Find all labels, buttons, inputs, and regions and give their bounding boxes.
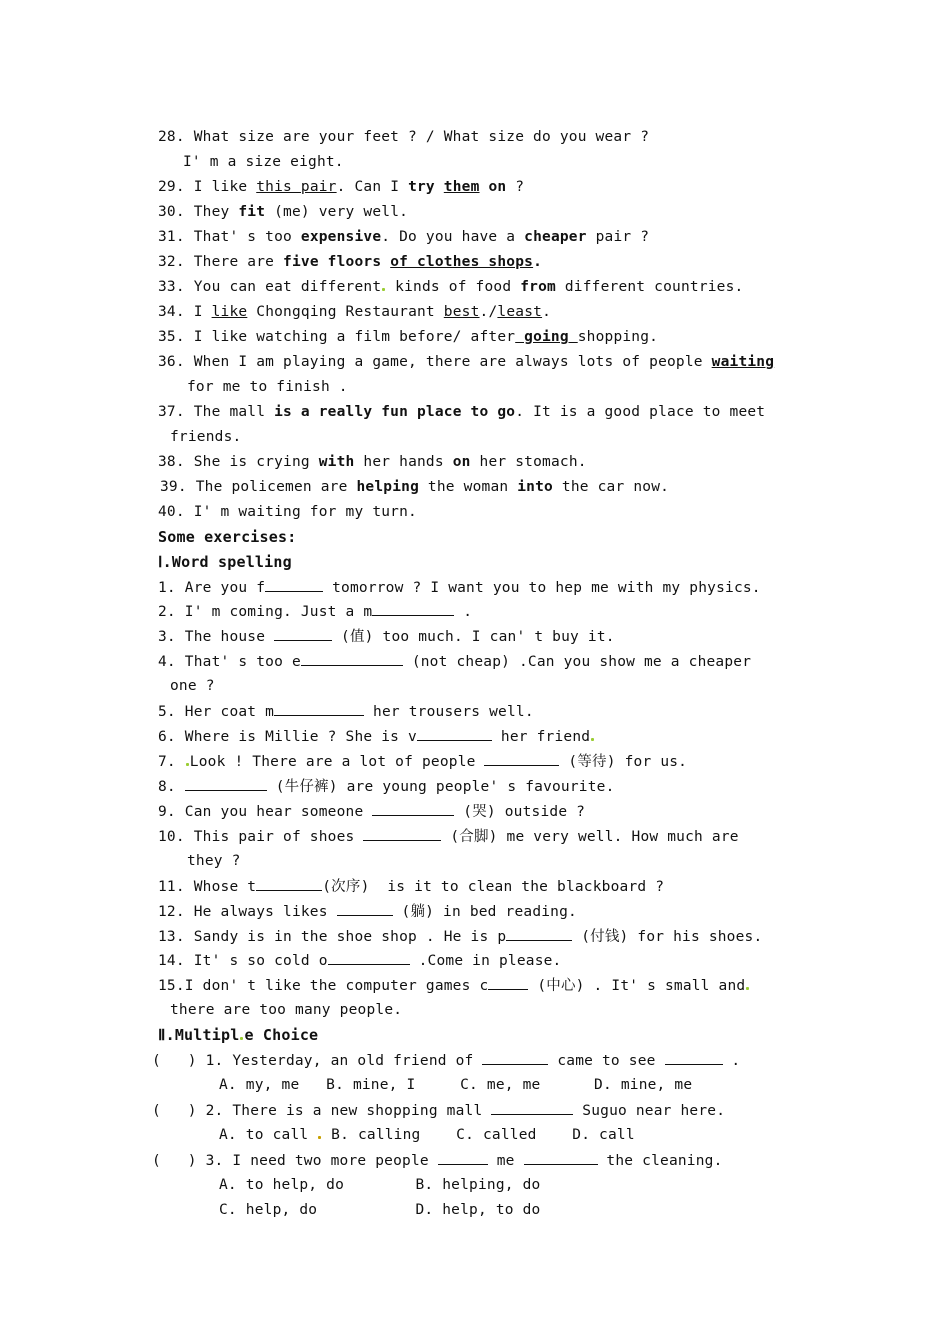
spelling-6: 6. Where is Millie ? She is v her friend	[158, 726, 595, 747]
item-38: 38. She is crying with her hands on her stomach.	[158, 454, 587, 470]
spelling-10-cont: they ?	[187, 853, 241, 869]
choice-1-options: A. my, me B. mine, I C. me, me D. mine, me	[219, 1077, 693, 1093]
choice-1: ( ) 1. Yesterday, an old friend of came to see .	[152, 1050, 740, 1071]
answer-blank[interactable]	[301, 651, 403, 666]
item-37-cont: friends.	[170, 429, 242, 445]
spelling-10: 10. This pair of shoes (合脚) me very well. How much are	[158, 826, 739, 847]
choice-3-options-2: C. help, do D. help, to do	[219, 1202, 541, 1218]
spelling-15: 15.I don' t like the computer games c (中心) . It' s small and	[158, 975, 750, 996]
spelling-7: 7. Look ! There are a lot of people (等待) for us.	[158, 751, 687, 772]
spelling-11: 11. Whose t (次序) is it to clean the blackboard ?	[158, 876, 664, 897]
item-36: 36. When I am playing a game, there are always lots of people waiting	[158, 354, 775, 370]
item-28-answer: I' m a size eight.	[183, 154, 344, 170]
item-32: 32. There are five floors of clothes shops.	[158, 254, 543, 270]
item-29: 29. I like this pair. Can I try them on ?	[158, 179, 525, 195]
spelling-15-cont: there are too many people.	[170, 1002, 403, 1018]
item-33: 33. You can eat different kinds of food from different countries.	[158, 279, 744, 295]
spelling-5: 5. Her coat m her trousers well.	[158, 701, 534, 722]
answer-blank[interactable]	[185, 776, 267, 791]
item-37: 37. The mall is a really fun place to go. It is a good place to meet	[158, 404, 766, 420]
marker-dot	[186, 763, 189, 766]
answer-blank[interactable]	[417, 726, 492, 741]
answer-blank[interactable]	[372, 601, 454, 616]
answer-blank[interactable]	[438, 1150, 488, 1165]
answer-blank[interactable]	[491, 1100, 573, 1115]
answer-blank[interactable]	[256, 876, 322, 891]
answer-blank[interactable]	[488, 975, 528, 990]
marker-dot	[746, 987, 749, 990]
marker-dot	[591, 738, 594, 741]
answer-blank[interactable]	[363, 826, 441, 841]
item-35: 35. I like watching a film before/ after going shopping.	[158, 329, 659, 345]
item-31: 31. That' s too expensive. Do you have a cheaper pair ?	[158, 229, 650, 245]
spelling-9: 9. Can you hear someone (哭) outside ?	[158, 801, 585, 822]
answer-blank[interactable]	[328, 950, 410, 965]
spelling-8: 8. (牛仔裤) are young people' s favourite.	[158, 776, 615, 797]
spelling-2: 2. I' m coming. Just a m .	[158, 601, 472, 622]
answer-blank[interactable]	[274, 626, 332, 641]
spelling-1: 1. Are you f tomorrow ? I want you to hep me with my physics.	[158, 577, 761, 598]
spelling-13: 13. Sandy is in the shoe shop . He is p (付钱) for his shoes.	[158, 926, 762, 947]
answer-blank[interactable]	[274, 701, 364, 716]
spelling-4-cont: one ?	[170, 678, 215, 694]
answer-blank[interactable]	[372, 801, 454, 816]
answer-blank[interactable]	[265, 577, 323, 592]
item-40: 40. I' m waiting for my turn.	[158, 504, 417, 520]
answer-blank[interactable]	[665, 1050, 723, 1065]
answer-blank[interactable]	[506, 926, 572, 941]
choice-3-options-1: A. to help, do B. helping, do	[219, 1177, 541, 1193]
item-28: 28. What size are your feet ? / What size do you wear ?	[158, 129, 650, 145]
exercises-heading: Some exercises:	[158, 528, 297, 546]
choice-2-options: A. to call B. calling C. called D. call	[219, 1127, 635, 1143]
choice-2: ( ) 2. There is a new shopping mall Suguo near here.	[152, 1100, 725, 1121]
item-34: 34. I like Chongqing Restaurant best./least.	[158, 304, 551, 320]
marker-dot	[382, 288, 385, 291]
answer-blank[interactable]	[524, 1150, 598, 1165]
answer-blank[interactable]	[482, 1050, 548, 1065]
item-39: 39. The policemen are helping the woman into the car now.	[160, 479, 670, 495]
spelling-4: 4. That' s too e (not cheap) .Can you show me a cheaper	[158, 651, 751, 672]
marker-dot	[318, 1136, 321, 1139]
item-36-cont: for me to finish .	[187, 379, 348, 395]
spelling-3: 3. The house (值) too much. I can' t buy it.	[158, 626, 615, 647]
spelling-12: 12. He always likes (躺) in bed reading.	[158, 901, 577, 922]
marker-dot	[240, 1037, 243, 1040]
answer-blank[interactable]	[484, 751, 559, 766]
section-multiple-choice-heading: Ⅱ.Multipl e Choice	[158, 1026, 319, 1044]
item-30: 30. They fit (me) very well.	[158, 204, 409, 220]
section-word-spelling-heading: Ⅰ.Word spelling	[158, 553, 292, 571]
spelling-14: 14. It' s so cold o .Come in please.	[158, 950, 561, 971]
answer-blank[interactable]	[337, 901, 393, 916]
choice-3: ( ) 3. I need two more people me the cleaning.	[152, 1150, 723, 1171]
